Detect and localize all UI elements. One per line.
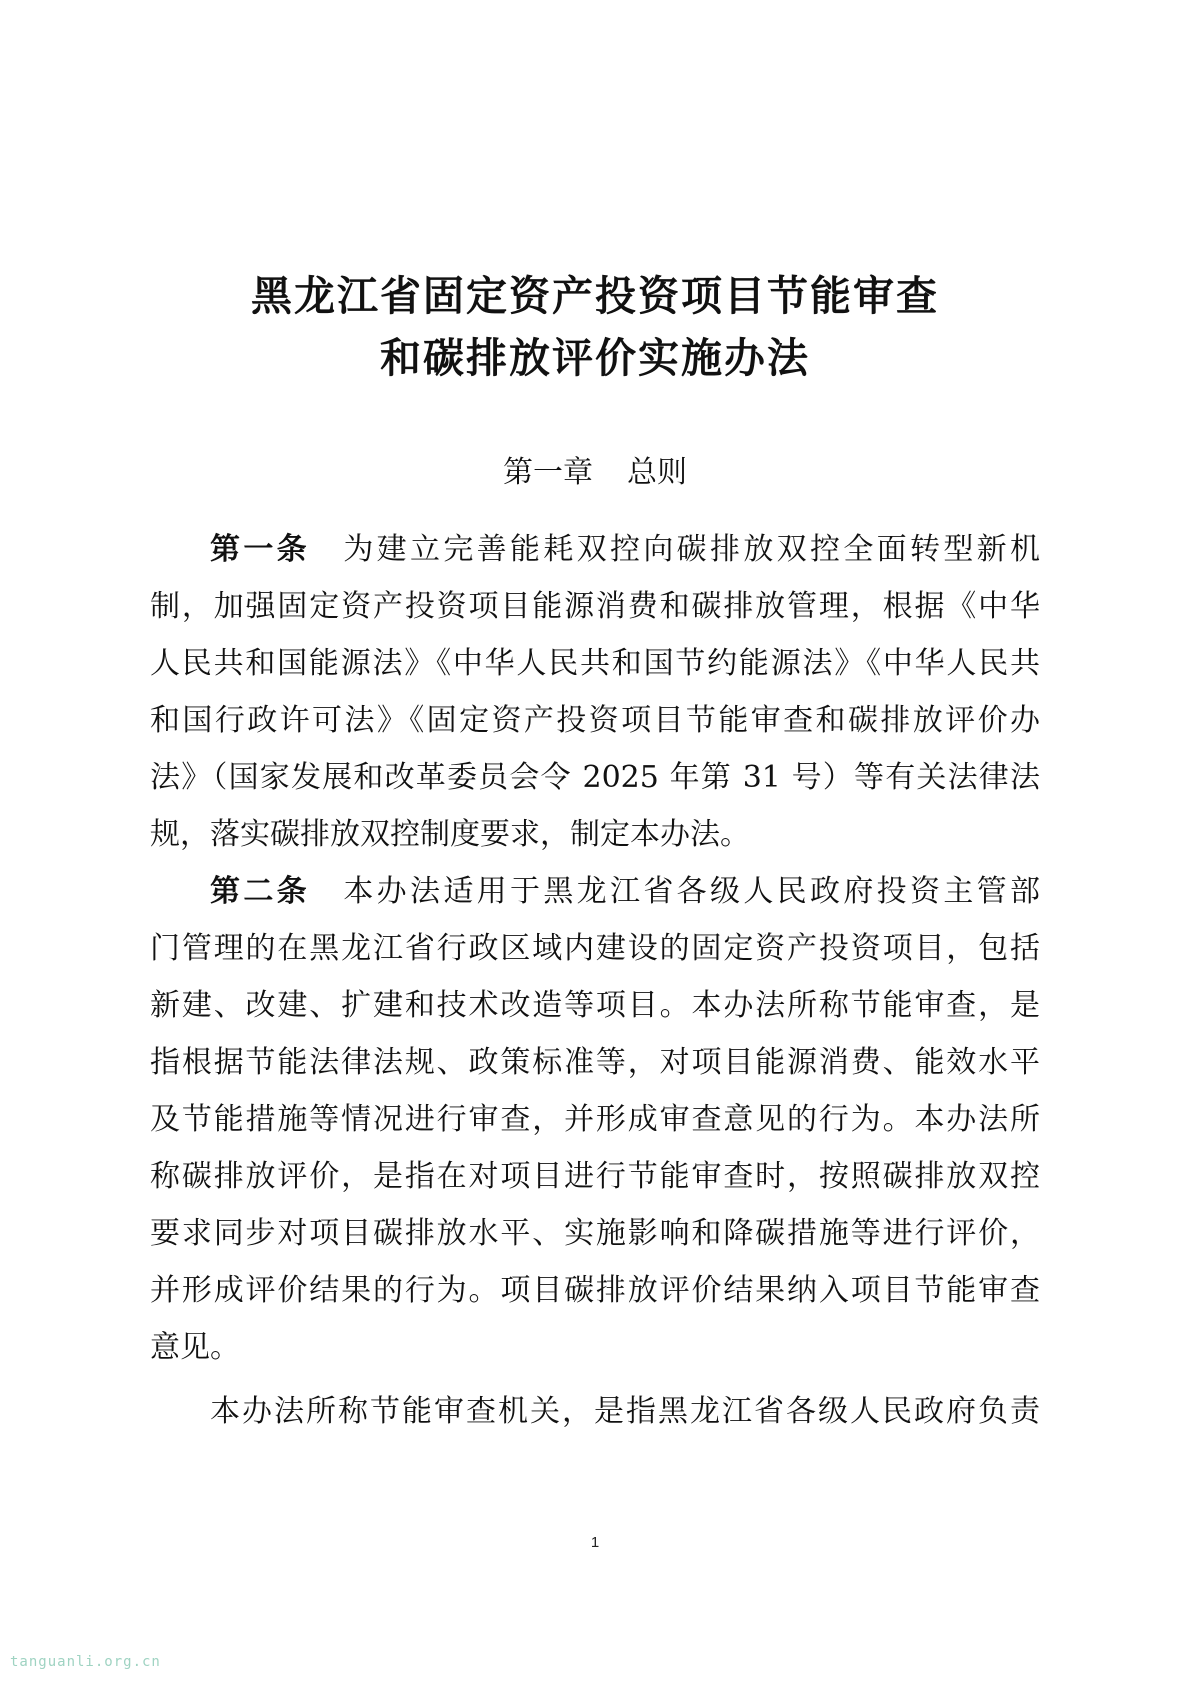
article-2-text: 本办法适用于黑龙江省各级人民政府投资主管部: [340, 874, 1040, 909]
article-2-line-3: 新建、改建、扩建和技术改造等项目。本办法所称节能审查，是: [150, 988, 1040, 1023]
article-1-line-5: 法》（国家发展和改革委员会令 2025 年第 31 号）等有关法律法: [150, 760, 1040, 795]
article-2-line-5: 及节能措施等情况进行审查，并形成审查意见的行为。本办法所: [150, 1102, 1040, 1137]
article-2-line-7: 要求同步对项目碳排放水平、实施影响和降碳措施等进行评价，: [150, 1216, 1040, 1251]
article-1-text: 为建立完善能耗双控向碳排放双控全面转型新机: [340, 532, 1040, 567]
article-1-line-1: [210, 532, 1040, 595]
article-1-line-6: 规，落实碳排放双控制度要求，制定本办法。: [150, 817, 750, 852]
document-title-line-2: 和碳排放评价实施办法: [380, 334, 810, 382]
article-1-line-2: 制，加强固定资产投资项目能源消费和碳排放管理，根据《中华: [150, 589, 1040, 624]
article-2-label: 第二条: [210, 874, 310, 909]
watermark-text: tanguanli.org.cn: [10, 1654, 161, 1670]
article-2-line-6: 称碳排放评价，是指在对项目进行节能审查时，按照碳排放双控: [150, 1159, 1040, 1194]
article-1-label: 第一条: [210, 532, 310, 567]
document-title-line-1: 黑龙江省固定资产投资项目节能审查: [251, 272, 939, 320]
chapter-name: 总则: [627, 455, 687, 490]
paragraph-3-line-1: 本办法所称节能审查机关，是指黑龙江省各级人民政府负责: [210, 1394, 1040, 1429]
page-number: 1: [590, 1534, 600, 1551]
article-1-line-4: 和国行政许可法》《固定资产投资项目节能审查和碳排放评价办: [150, 703, 1040, 738]
chapter-number: 第一章: [503, 455, 593, 490]
chapter-heading: [0, 455, 1190, 490]
article-2-line-1: [210, 874, 1040, 937]
article-2-line-9: 意见。: [150, 1330, 240, 1365]
article-2-line-2: 门管理的在黑龙江省行政区域内建设的固定资产投资项目，包括: [150, 931, 1040, 966]
article-1-line-3: 人民共和国能源法》《中华人民共和国节约能源法》《中华人民共: [150, 646, 1040, 681]
article-2-line-4: 指根据节能法律法规、政策标准等，对项目能源消费、能效水平: [150, 1045, 1040, 1080]
article-2-line-8: 并形成评价结果的行为。项目碳排放评价结果纳入项目节能审查: [150, 1273, 1040, 1308]
